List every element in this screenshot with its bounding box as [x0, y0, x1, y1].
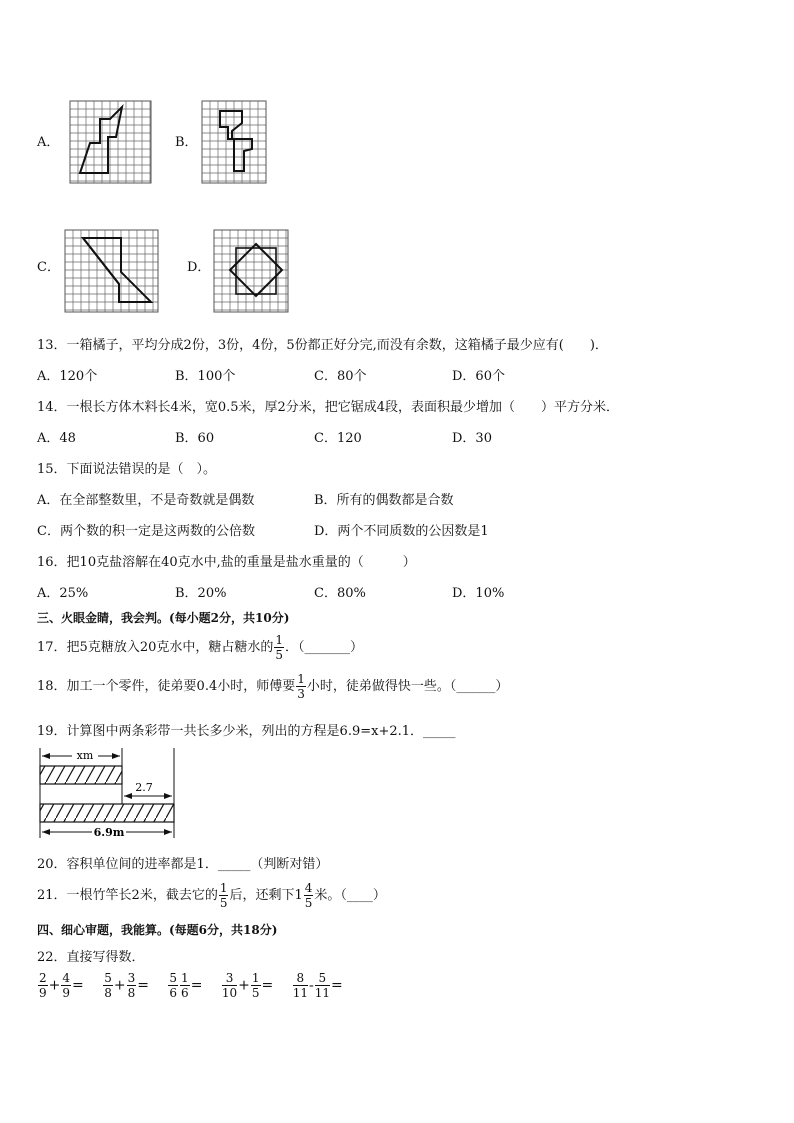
q14-option-b: B．60 — [175, 431, 215, 446]
grid-figure-d — [212, 228, 290, 314]
q18-text-after: 小时，徒弟做得快一些。（______） — [306, 679, 509, 694]
q17-text-before: 17．把5克糖放入20克水中，糖占糖水的 — [37, 640, 274, 655]
q15-option-c: C．两个数的积一定是这两数的公倍数 — [37, 524, 255, 539]
q13-stem: 13．一箱橘子，平均分成2份，3份，4份，5份都正好分完,而没有余数，这箱橘子最少应有( )． — [37, 338, 608, 353]
q19-stem: 19．计算图中两条彩带一共长多少米，列出的方程是6.9=x+2.1．_____ — [37, 724, 456, 739]
q18-fraction: $\frac{1}{3}$ — [297, 672, 305, 701]
q18-text-before: 18．加工一个零件，徒弟要0.4小时，师傅要 — [37, 679, 296, 694]
ribbon-top — [40, 766, 122, 784]
ribbon-bottom — [40, 804, 174, 822]
q18-line — [37, 673, 508, 700]
grid-figure-b — [200, 99, 268, 185]
q17-fraction: $\frac{1}{5}$ — [275, 633, 283, 662]
option-c-label: C． — [37, 260, 60, 275]
q13-option-a: A．120个 — [37, 369, 98, 384]
q13-option-b: B．100个 — [175, 369, 236, 384]
q15-option-a: A．在全部整数里，不是奇数就是偶数 — [37, 493, 255, 508]
q16-option-a: A．25% — [37, 586, 89, 601]
q22-expr-2: $\frac{5}{8}$ + $\frac{3}{8}$ = — [104, 971, 149, 1000]
grid-figure-a — [68, 99, 153, 185]
q14-option-c: C．120 — [314, 431, 362, 446]
q16-option-c: C．80% — [314, 586, 366, 601]
section-4-heading: 四、细心审题，我能算。(每题6分，共18分) — [37, 923, 278, 937]
q13-option-c: C．80个 — [314, 369, 367, 384]
q22-expr-5: $\frac{8}{11}$ - $\frac{5}{11}$ = — [292, 971, 343, 1000]
label-total: 6.9m — [93, 826, 125, 839]
q14-option-a: A．48 — [37, 431, 76, 446]
section-3-heading: 三、火眼金睛，我会判。(每小题2分，共10分) — [37, 611, 290, 625]
q15-option-d: D．两个不同质数的公因数是1 — [314, 524, 489, 539]
q22-expr-1: $\frac{2}{9}$ + $\frac{4}{9}$ = — [39, 971, 84, 1000]
q21-text-after: 米。（____） — [314, 888, 386, 903]
label-x: xm — [76, 749, 94, 762]
q22-stem: 22．直接写得数． — [37, 950, 145, 965]
q15-option-b: B．所有的偶数都是合数 — [314, 493, 454, 508]
option-b-label: B． — [175, 135, 198, 150]
q13-option-d: D．60个 — [452, 369, 505, 384]
option-d-label: D． — [187, 260, 211, 275]
q16-option-b: B．20% — [175, 586, 227, 601]
ribbon-diagram — [36, 746, 181, 842]
q14-stem: 14．一根长方体木料长4米，宽0.5米，厚2分米，把它锯成4段，表面积最少增加（ ）平方分米． — [37, 400, 620, 415]
q17-text-after: ．（_______） — [285, 640, 364, 655]
q21-fraction-1: $\frac{1}{5}$ — [219, 881, 228, 910]
grid-figure-c — [63, 228, 160, 314]
q22-expr-3: $\frac{5}{6}$ $\frac{1}{6}$ = — [169, 971, 203, 1000]
q16-option-d: D．10% — [452, 586, 505, 601]
q17-line — [37, 634, 363, 661]
q15-stem: 15．下面说法错误的是（ ）。 — [37, 462, 217, 477]
q21-text-mid: 后，还剩下1 — [229, 888, 303, 903]
q21-text-before: 21．一根竹竿长2米，截去它的 — [37, 888, 218, 903]
q16-stem: 16．把10克盐溶解在40克水中,盐的重量是盐水重量的（ ） — [37, 555, 416, 570]
label-mid: 2.7 — [135, 781, 153, 794]
q14-option-d: D．30 — [452, 431, 492, 446]
q22-expr-4: $\frac{3}{10}$ + $\frac{1}{5}$ = — [221, 971, 274, 1000]
option-a-label: A． — [37, 135, 60, 150]
q21-fraction-2: $\frac{4}{5}$ — [304, 881, 313, 910]
q22-expressions — [37, 972, 343, 999]
q20-text: 20．容积单位间的进率都是1．_____（判断对错） — [37, 857, 329, 872]
q21-line — [37, 882, 386, 909]
